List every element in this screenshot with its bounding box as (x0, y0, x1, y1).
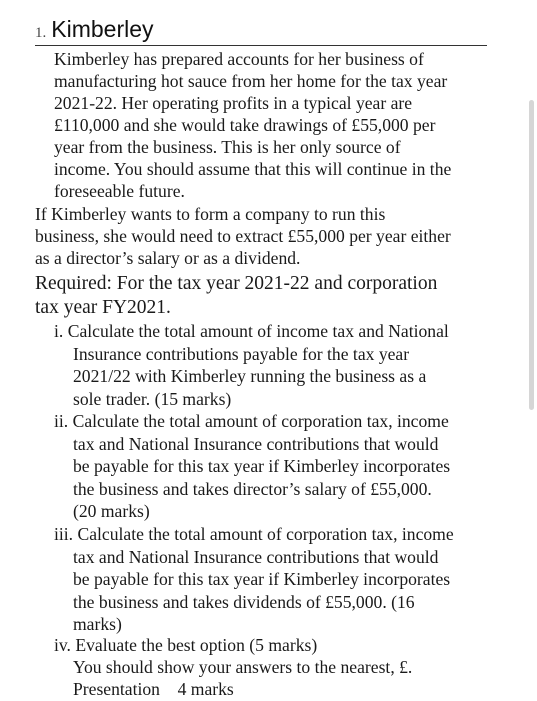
intro-line: foreseeable future. (54, 181, 185, 201)
question-line: Evaluate the best option (5 marks) (75, 635, 318, 655)
question-line: Calculate the total amount of corporation tax, income (72, 411, 449, 431)
question-line: tax and National Insurance contributions that would (73, 433, 439, 454)
question-number: 1. (35, 25, 47, 41)
company-line: as a director’s salary or as a dividend. (35, 248, 301, 268)
company-line: If Kimberley wants to form a company to run this (35, 204, 386, 224)
question-line: 2021/22 with Kimberley running the business as a (73, 366, 427, 386)
question-line: Calculate the total amount of corporation tax, income (77, 524, 454, 544)
company-line: business, she would need to extract £55,000 per year either (35, 226, 451, 246)
question-line: be payable for this tax year if Kimberley incorporates (73, 569, 451, 589)
intro-line: year from the business. This is her only source of (54, 137, 401, 157)
question-label: iv. (54, 635, 71, 655)
question-line: the business and takes director’s salary of £55,000. (73, 478, 432, 499)
presentation-marks: Presentation 4 marks (73, 679, 234, 699)
required-line: tax year FY2021. (35, 297, 171, 318)
company-paragraph (35, 203, 495, 269)
question-line: sole trader. (15 marks) (73, 388, 232, 409)
question-line: (20 marks) (73, 501, 150, 521)
question-item-ii (54, 410, 450, 523)
question-line: Calculate the total amount of income tax and National (67, 321, 449, 341)
question-title: Kimberley (51, 16, 154, 42)
question-label: iii. (54, 524, 74, 544)
question-line: the business and takes dividends of £55,000. (16 (73, 591, 415, 612)
required-statement (35, 272, 495, 320)
rounding-note: You should show your answers to the nearest, £. (73, 657, 413, 677)
intro-line: 2021-22. Her operating profits in a typical year are (54, 93, 413, 113)
question-heading (35, 16, 487, 46)
vertical-scrollbar[interactable] (529, 100, 534, 410)
question-line: Insurance contributions payable for the tax year (73, 343, 410, 364)
intro-line: income. You should assume that this will continue in the (54, 159, 452, 179)
question-label: i. (54, 321, 64, 341)
question-label: ii. (54, 411, 69, 431)
required-line: Required: For the tax year 2021-22 and corporation (35, 273, 438, 294)
question-item-i (54, 320, 449, 410)
question-item-iii (54, 523, 454, 636)
question-line: be payable for this tax year if Kimberley incorporates (73, 456, 451, 476)
intro-line: manufacturing hot sauce from her home for the tax year (54, 71, 448, 91)
intro-line: £110,000 and she would take drawings of £55,000 per (54, 115, 436, 135)
intro-line: Kimberley has prepared accounts for her business of (54, 49, 424, 69)
question-line: tax and National Insurance contributions that would (73, 546, 439, 567)
question-line: marks) (73, 614, 122, 634)
question-item-iv (54, 634, 317, 657)
intro-paragraph (54, 48, 494, 202)
